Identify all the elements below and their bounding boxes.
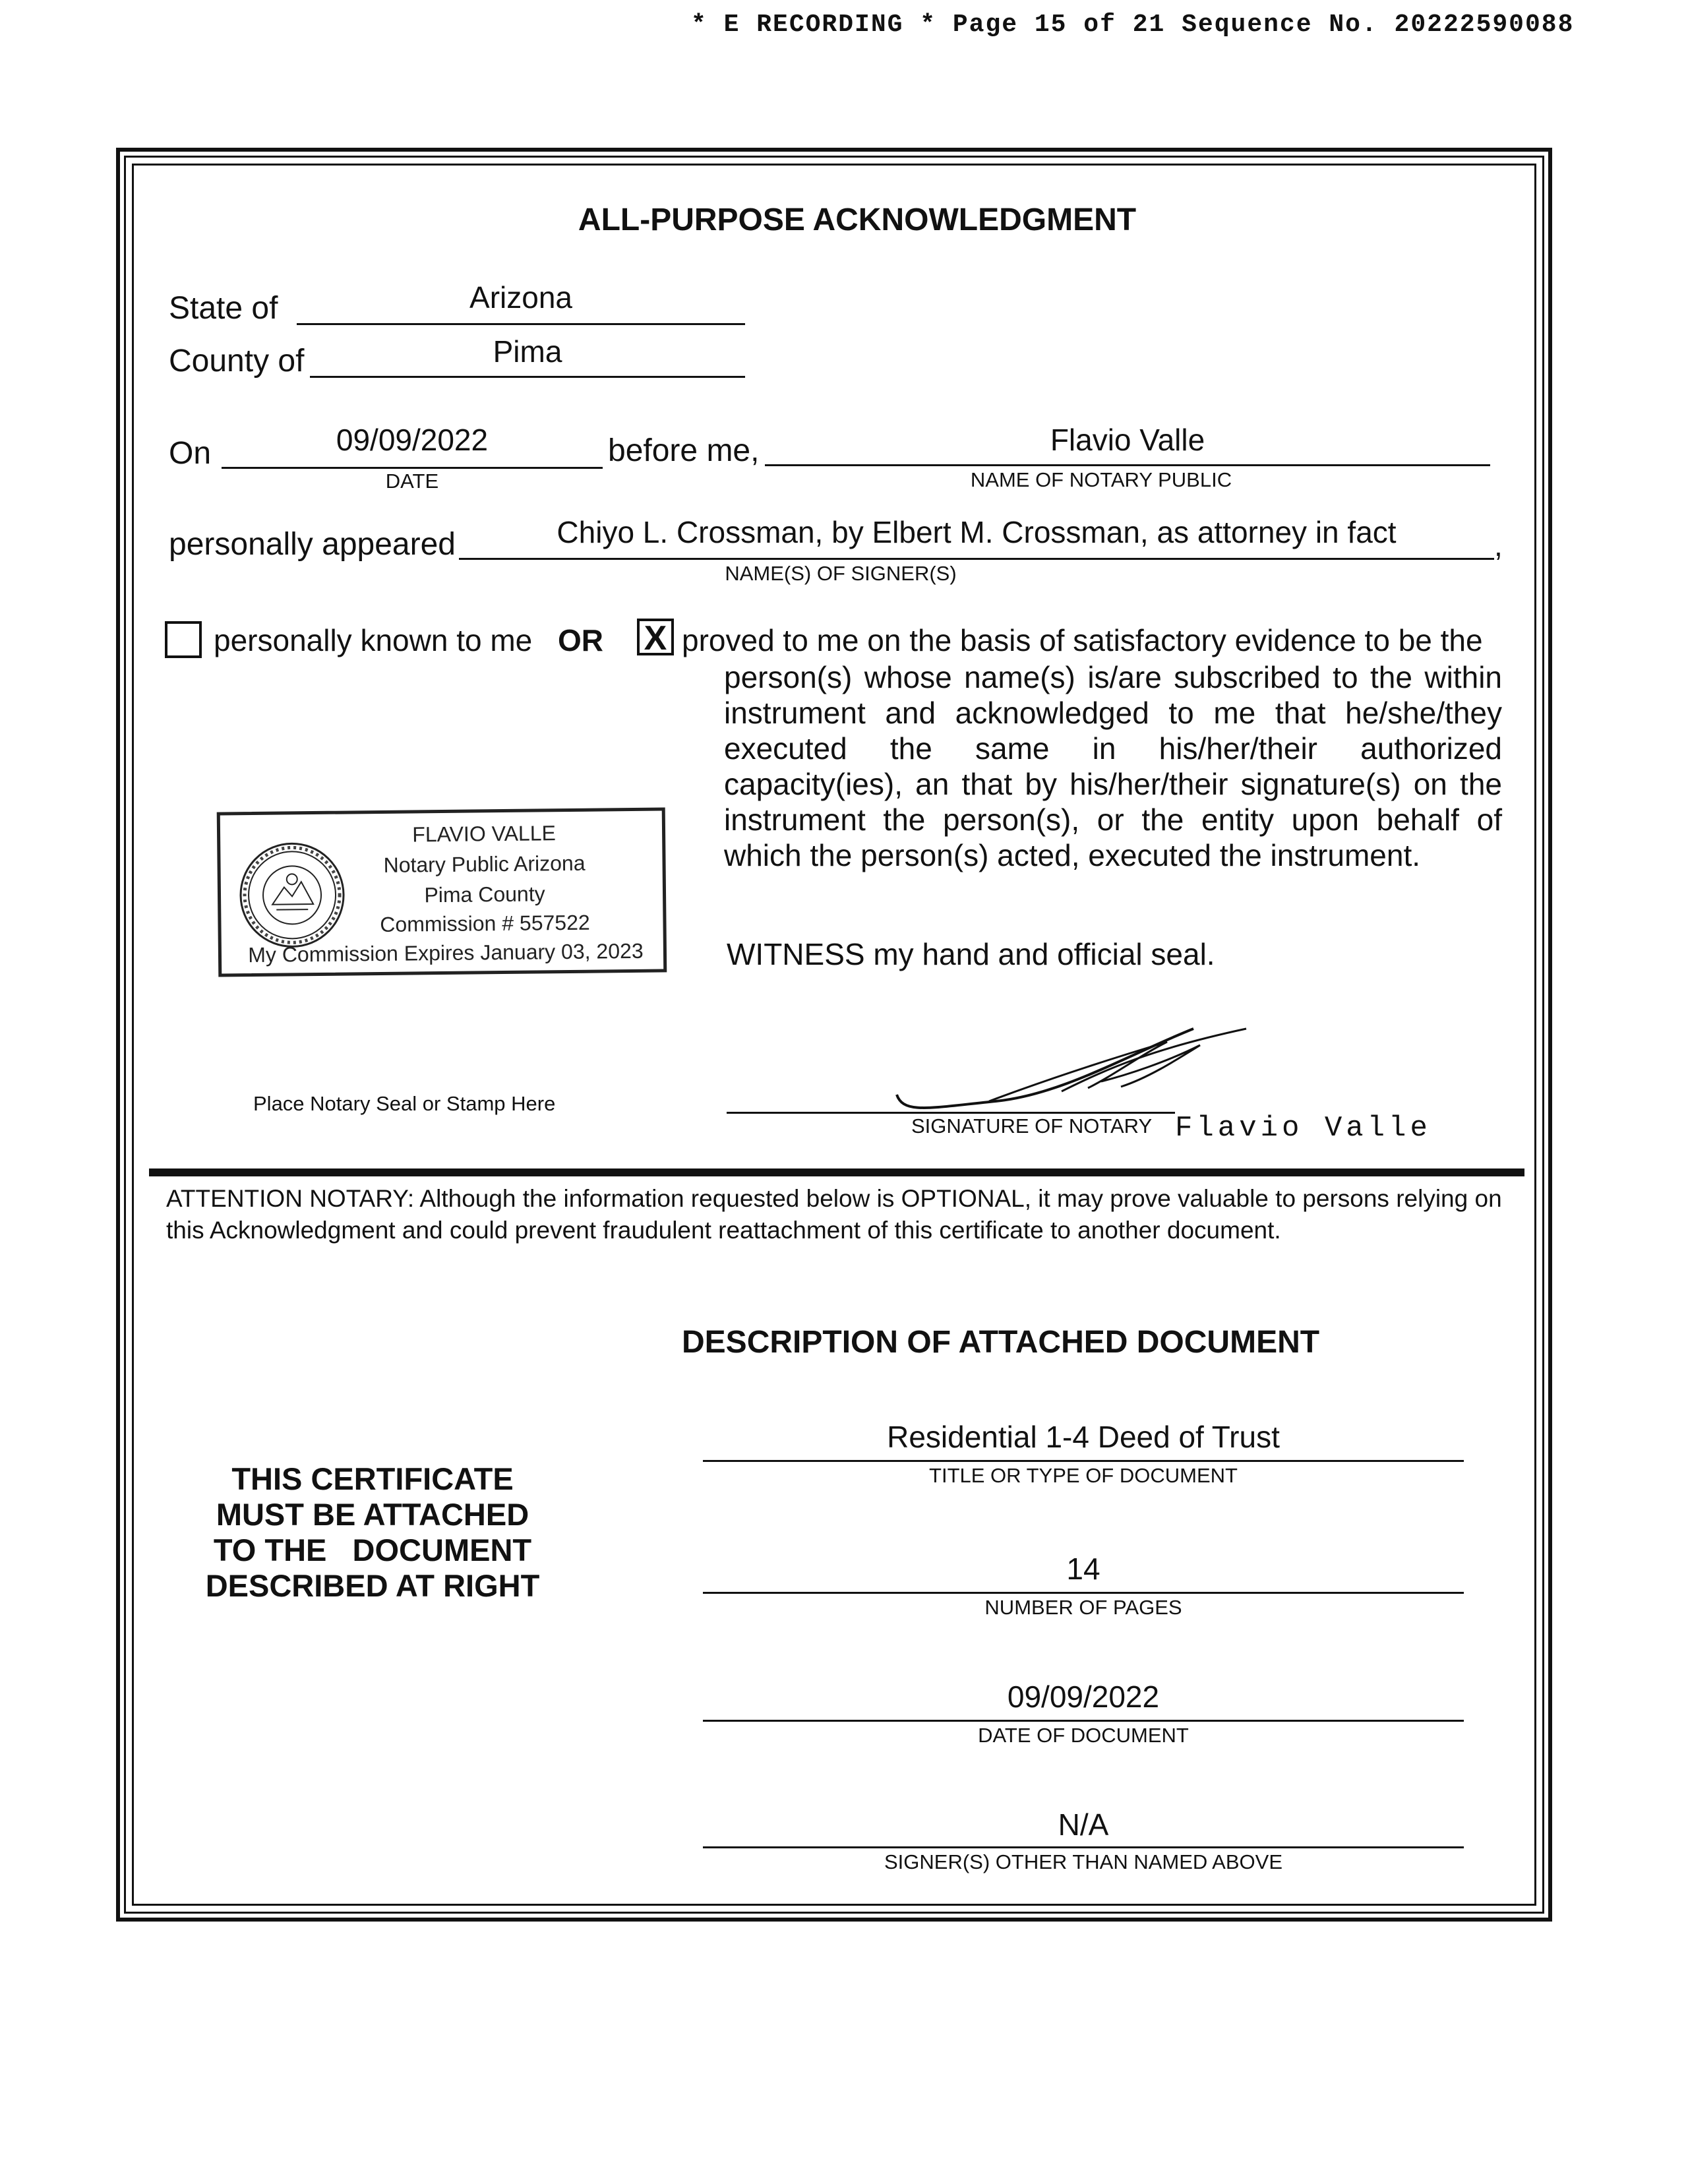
date-underline [222, 467, 603, 469]
signer-names-caption: NAME(S) OF SIGNER(S) [725, 562, 957, 585]
other-signers-underline [703, 1846, 1464, 1848]
acknowledgment-title: ALL-PURPOSE ACKNOWLEDGMENT [578, 202, 1137, 237]
document-title-value: Residential 1-4 Deed of Trust [887, 1420, 1280, 1454]
known-checkbox [165, 621, 202, 658]
notary-name-underline [765, 464, 1490, 466]
proved-checkbox [637, 619, 674, 655]
page-count-underline [703, 1592, 1464, 1594]
section-divider [149, 1168, 1524, 1176]
county-value: Pima [493, 334, 562, 369]
certificate-note-line: MUST BE ATTACHED [216, 1497, 529, 1532]
arizona-seal-icon [237, 841, 347, 950]
stamp-expires: My Commission Expires January 03, 2023 [248, 938, 644, 967]
seal-caption: Place Notary Seal or Stamp Here [253, 1092, 556, 1115]
stamp-name: FLAVIO VALLE [412, 821, 557, 847]
certificate-attach-note [178, 1461, 567, 1604]
document-title-underline [703, 1460, 1464, 1462]
known-label: personally known to me [214, 623, 533, 657]
appeared-label: personally appeared [169, 527, 456, 562]
on-label: On [169, 436, 212, 471]
state-label: State of [169, 291, 278, 326]
proved-paragraph: person(s) whose name(s) is/are subscribed to the within instrument and acknowledged to me that he/she/they executed the same in his/her/their authorized capacity(ies), an that by his/her/their signature(s) on the instrument the person(s), or the entity upon behalf of which the person(s) acted, executed the instrument. [724, 660, 1502, 872]
stamp-county: Pima County [424, 882, 545, 907]
signature-underline [727, 1112, 1175, 1114]
attention-notary-text: ATTENTION NOTARY: Although the information requested below is OPTIONAL, it may prove valuable to persons relying on this Acknowledgment and could prevent fraudulent reattachment of this certificate to another document. [166, 1185, 1502, 1244]
page-count-value: 14 [1066, 1552, 1100, 1586]
certificate-note-line: DESCRIBED AT RIGHT [205, 1568, 540, 1603]
signer-names-value: Chiyo L. Crossman, by Elbert M. Crossman, as attorney in fact [557, 515, 1397, 549]
stamp-commission: Commission # 557522 [380, 910, 590, 936]
notary-name-value: Flavio Valle [1050, 423, 1205, 457]
date-caption: DATE [385, 470, 439, 493]
recording-header: * E RECORDING * Page 15 of 21 Sequence No. 20222590088 [691, 11, 1575, 39]
signer-comma: , [1494, 528, 1503, 562]
document-title-caption: TITLE OR TYPE OF DOCUMENT [929, 1464, 1238, 1487]
notary-stamp [217, 807, 667, 977]
proved-check-mark: X [644, 619, 667, 657]
stamp-title: Notary Public Arizona [383, 851, 586, 877]
signature-typed-name: Flavio Valle [1175, 1112, 1432, 1145]
signer-names-underline [459, 558, 1494, 560]
page-count-caption: NUMBER OF PAGES [984, 1596, 1182, 1619]
or-label: OR [558, 623, 603, 657]
notary-signature-icon [890, 1016, 1259, 1121]
notary-name-caption: NAME OF NOTARY PUBLIC [970, 468, 1232, 491]
state-underline [297, 323, 745, 325]
other-signers-value: N/A [1058, 1807, 1109, 1842]
state-value: Arizona [469, 280, 572, 315]
signature-caption: SIGNATURE OF NOTARY [911, 1114, 1153, 1138]
document-date-underline [703, 1720, 1464, 1722]
certificate-note-line: TO THE DOCUMENT [213, 1532, 532, 1567]
county-underline [310, 376, 745, 378]
county-label: County of [169, 344, 305, 379]
description-title: DESCRIPTION OF ATTACHED DOCUMENT [682, 1325, 1320, 1360]
before-me-label: before me, [608, 433, 760, 468]
other-signers-caption: SIGNER(S) OTHER THAN NAMED ABOVE [884, 1850, 1282, 1873]
witness-statement: WITNESS my hand and official seal. [727, 937, 1215, 971]
document-date-caption: DATE OF DOCUMENT [978, 1724, 1189, 1747]
certificate-note-line: THIS CERTIFICATE [231, 1461, 514, 1496]
date-value: 09/09/2022 [336, 423, 489, 457]
proved-first-line: proved to me on the basis of satisfactory evidence to be the [682, 623, 1483, 657]
document-date-value: 09/09/2022 [1007, 1680, 1160, 1714]
